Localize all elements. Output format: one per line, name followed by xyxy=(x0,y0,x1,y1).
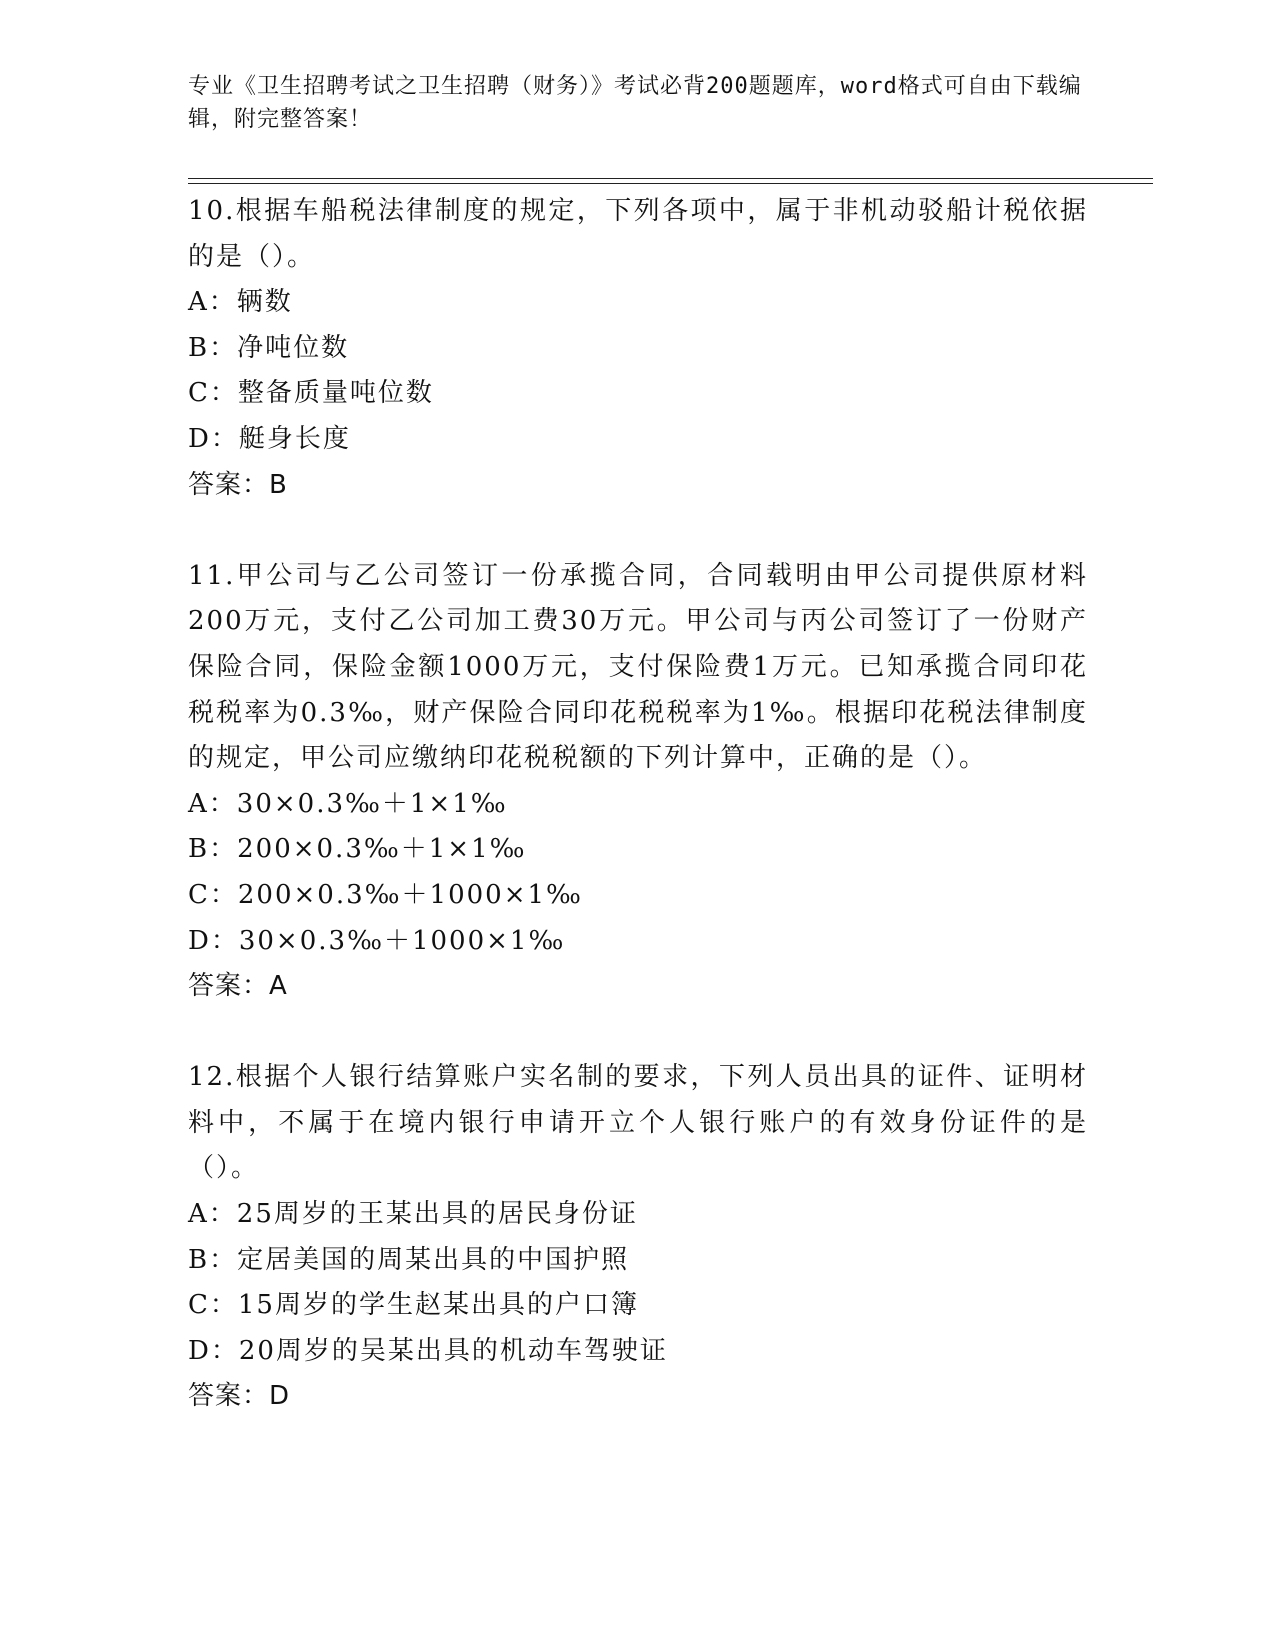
option-a: A：30×0.3‰＋1×1‰ xyxy=(188,788,508,819)
option-c: C：整备质量吨位数 xyxy=(188,378,434,409)
document-header: 专业《卫生招聘考试之卫生招聘（财务）》考试必背200题题库，word格式可自由下载编辑，附完整答案！ xyxy=(188,74,1082,132)
question-11 xyxy=(188,554,1088,1010)
header-rule-bottom xyxy=(188,183,1153,184)
option-a: A：辆数 xyxy=(188,287,293,318)
question-stem: 10.根据车船税法律制度的规定，下列各项中，属于非机动驳船计税依据的是（）。 xyxy=(188,196,1088,272)
option-d: D：20周岁的吴某出具的机动车驾驶证 xyxy=(188,1335,668,1366)
option-a: A：25周岁的王某出具的居民身份证 xyxy=(188,1199,638,1230)
option-c: C：15周岁的学生赵某出具的户口簿 xyxy=(188,1290,639,1321)
option-b: B：200×0.3‰＋1×1‰ xyxy=(188,834,527,865)
option-d: D：30×0.3‰＋1000×1‰ xyxy=(188,925,566,956)
option-c: C：200×0.3‰＋1000×1‰ xyxy=(188,879,583,910)
answer-line: 答案：D xyxy=(188,1381,291,1412)
answer-line: 答案：B xyxy=(188,469,288,500)
answer-line: 答案：A xyxy=(188,971,288,1002)
question-list xyxy=(188,189,1088,1466)
question-stem: 12.根据个人银行结算账户实名制的要求，下列人员出具的证件、证明材料中，不属于在境内银行申请开立个人银行账户的有效身份证件的是（）。 xyxy=(188,1062,1088,1184)
option-b: B：净吨位数 xyxy=(188,332,350,363)
option-d: D：艇身长度 xyxy=(188,423,351,454)
question-10 xyxy=(188,189,1088,508)
question-12 xyxy=(188,1055,1088,1420)
option-b: B：定居美国的周某出具的中国护照 xyxy=(188,1244,630,1275)
header-rule-top xyxy=(188,178,1153,179)
question-stem: 11.甲公司与乙公司签订一份承揽合同，合同载明由甲公司提供原材料200万元，支付乙公司加工费30万元。甲公司与丙公司签订了一份财产保险合同，保险金额1000万元，支付保险费1万元。已知承揽合同印花税税率为0.3‰，财产保险合同印花税税率为1‰。根据印花税法律制度的规定，甲公司应缴纳印花税税额的下列计算中，正确的是（）。 xyxy=(188,560,1088,774)
